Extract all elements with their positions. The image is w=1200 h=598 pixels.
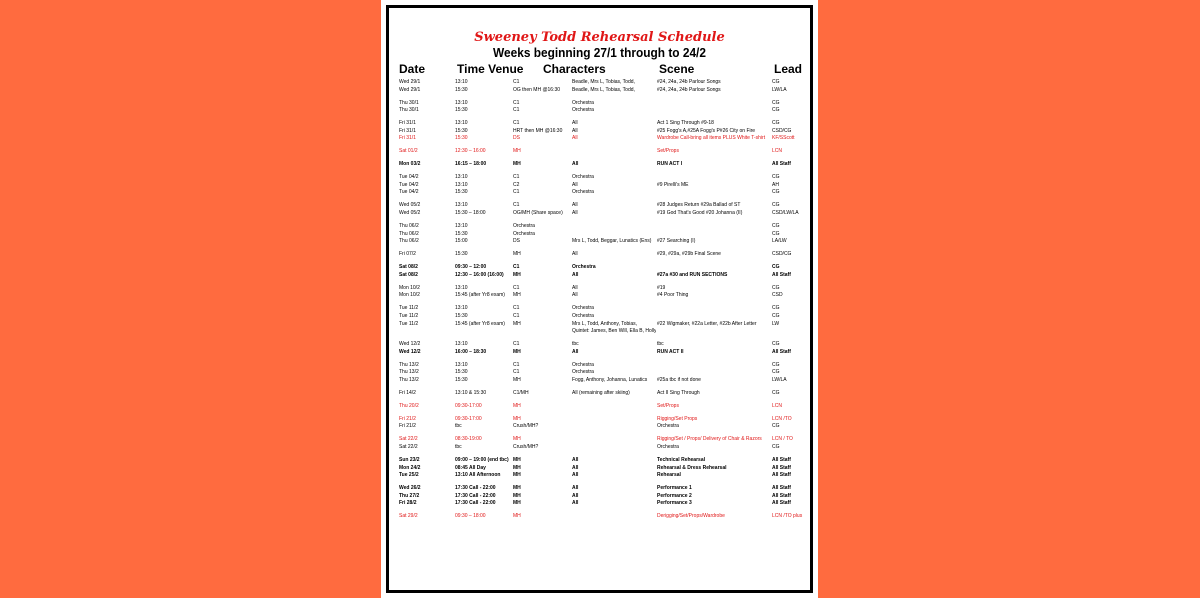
- cell-lead: CSD: [772, 292, 783, 299]
- cell-scene: #27 Searching (I): [657, 238, 696, 245]
- cell-lead: CG: [772, 264, 780, 271]
- cell-date: Wed 05/2: [399, 202, 421, 209]
- table-row: [389, 465, 810, 473]
- cell-venue: MH: [513, 271, 521, 278]
- table-row: [389, 189, 810, 197]
- cell-time: 08:45 All Day: [455, 464, 486, 471]
- cell-time: 13:10: [455, 305, 468, 312]
- cell-scene: #25 Fogg's A,#25A Fogg's P#26 City on Fire: [657, 127, 756, 134]
- cell-date: Tue 04/2: [399, 189, 419, 196]
- cell-date: Thu 06/2: [399, 230, 419, 237]
- cell-time: 09:30-17:00: [455, 402, 482, 409]
- cell-date: Mon 10/2: [399, 284, 420, 291]
- table-row: [389, 79, 810, 87]
- cell-venue: Crush/MH?: [513, 444, 539, 451]
- cell-scene: Act 1 Sing Through #9-18: [657, 120, 714, 127]
- cell-lead: LCN /TO: [772, 415, 792, 422]
- cell-venue: MH: [513, 292, 521, 299]
- cell-date: Thu 06/2: [399, 223, 419, 230]
- cell-time: 13:10: [455, 341, 468, 348]
- cell-scene: #24, 24a, 24b Parlour Songs: [657, 79, 721, 85]
- cell-time: tbc: [455, 444, 462, 451]
- table-row: [389, 403, 810, 411]
- cell-characters: All (remaining after skiing): [572, 389, 630, 396]
- cell-lead: All Staff: [772, 464, 791, 471]
- cell-venue: MH: [513, 457, 521, 463]
- cell-venue: C1: [513, 120, 520, 127]
- cell-date: Sat 22/2: [399, 436, 418, 443]
- cell-lead: All Staff: [772, 161, 791, 168]
- table-row: [389, 436, 810, 444]
- cell-scene: Rehearsal: [657, 472, 681, 479]
- cell-venue: C2: [513, 181, 520, 188]
- page-title: Sweeney Todd Rehearsal Schedule: [474, 30, 725, 45]
- cell-time: 09:00 – 19:00 (end tbc): [455, 457, 509, 463]
- cell-venue: C1: [513, 99, 520, 106]
- table-row: [389, 341, 810, 349]
- cell-scene: #29, #29a, #29b Final Scene: [657, 251, 721, 258]
- cell-lead: LCN: [772, 402, 783, 409]
- cell-time: 15:30 – 18:00: [455, 210, 486, 217]
- cell-characters: All: [572, 202, 578, 209]
- cell-lead: CG: [772, 312, 780, 319]
- cell-date: Thu 06/2: [399, 238, 419, 245]
- cell-lead: LCN /TO plus: [772, 513, 803, 520]
- cell-lead: CG: [772, 202, 780, 209]
- table-row: [389, 238, 810, 246]
- cell-venue: MH: [513, 148, 521, 155]
- cell-lead: LW/LA: [772, 376, 787, 383]
- cell-date: Tue 04/2: [399, 181, 419, 188]
- cell-characters: Orchestra: [572, 189, 594, 196]
- cell-lead: All Staff: [772, 485, 791, 492]
- cell-characters: All: [572, 135, 578, 142]
- cell-lead: LW/LA: [772, 86, 787, 93]
- table-row: [389, 472, 810, 480]
- cell-characters: Quintet: James, Ben Will, Ella B, Holly: [572, 328, 656, 335]
- cell-date: Fri 28/2: [399, 500, 417, 507]
- cell-characters: All: [572, 127, 578, 134]
- cell-date: Fri 14/2: [399, 389, 416, 396]
- cell-time: 13:10: [455, 361, 468, 368]
- cell-lead: All Staff: [772, 472, 791, 479]
- cell-date: Thu 13/2: [399, 376, 419, 383]
- cell-lead: CG: [772, 444, 780, 451]
- cell-characters: Orchestra: [572, 264, 596, 271]
- table-row: [389, 231, 810, 239]
- cell-time: 15:45 (after Yr8 exam): [455, 320, 505, 327]
- table-row: [389, 321, 810, 329]
- cell-time: 12:30 – 16:00 (16:00): [455, 271, 504, 278]
- cell-characters: Orchestra: [572, 361, 594, 368]
- cell-date: Wed 29/1: [399, 79, 421, 85]
- cell-time: 15:30: [455, 251, 468, 258]
- cell-lead: CSD/CG: [772, 251, 792, 258]
- cell-characters: All: [572, 292, 578, 299]
- cell-date: Sat 29/2: [399, 513, 418, 520]
- cell-lead: CG: [772, 223, 780, 230]
- cell-time: 15:30: [455, 312, 468, 319]
- cell-time: 15:30: [455, 135, 468, 142]
- cell-date: Sat 08/2: [399, 271, 418, 278]
- cell-scene: Rigging/Set / Props/ Delivery of Chair & Razors: [657, 436, 762, 443]
- cell-venue: C1/MH: [513, 389, 529, 396]
- cell-date: Thu 13/2: [399, 361, 419, 368]
- cell-date: Fri 31/1: [399, 135, 416, 142]
- cell-date: Mon 24/2: [399, 464, 421, 471]
- cell-lead: LA/LW: [772, 238, 787, 245]
- cell-time: 13:10: [455, 202, 468, 209]
- table-row: [389, 251, 810, 259]
- cell-lead: CG: [772, 79, 780, 85]
- cell-date: Thu 30/1: [399, 107, 419, 114]
- cell-venue: Orchestra: [513, 223, 535, 230]
- cell-date: Sat 08/2: [399, 264, 418, 271]
- cell-characters: All: [572, 472, 579, 479]
- cell-scene: Rehearsal & Dress Rehearsal: [657, 464, 727, 471]
- page-subtitle: Weeks beginning 27/1 through to 24/2: [493, 46, 706, 60]
- cell-lead: CG: [772, 107, 780, 114]
- cell-time: 15:30: [455, 369, 468, 376]
- cell-date: Wed 29/1: [399, 86, 421, 93]
- cell-lead: CG: [772, 341, 780, 348]
- cell-scene: #9 Pirelli's ME: [657, 181, 689, 188]
- cell-time: tbc: [455, 423, 462, 430]
- cell-venue: C1: [513, 79, 520, 85]
- cell-time: 09:30 – 12:00: [455, 264, 487, 271]
- table-row: [389, 500, 810, 508]
- cell-scene: Wardrobe Call-bring all items PLUS White T-shirt: [657, 135, 766, 142]
- cell-venue: C1: [513, 202, 520, 209]
- schedule-frame: [386, 5, 813, 593]
- cell-lead: All Staff: [772, 492, 791, 499]
- table-row: [389, 416, 810, 424]
- cell-time: 15:00: [455, 238, 468, 245]
- cell-lead: CG: [772, 369, 780, 376]
- cell-scene: #19 God That's Good #20 Johanna (II): [657, 210, 743, 217]
- header-time-venue: Time Venue: [457, 62, 524, 76]
- cell-time: 13:10: [455, 181, 468, 188]
- cell-time: 12:30 – 16:00: [455, 148, 486, 155]
- cell-scene: #27a #30 and RUN SECTIONS: [657, 271, 728, 278]
- cell-scene: Orchestra: [657, 423, 679, 430]
- cell-time: 17:30 Call - 22:00: [455, 485, 496, 492]
- cell-characters: All: [572, 457, 579, 463]
- table-row: [389, 305, 810, 313]
- cell-scene: #25a tbc if not done: [657, 376, 701, 383]
- cell-venue: Orchestra: [513, 230, 535, 237]
- cell-date: Fri 07/2: [399, 251, 416, 258]
- table-row: [389, 128, 810, 136]
- cell-date: Fri 31/1: [399, 127, 416, 134]
- table-row: [389, 444, 810, 452]
- cell-venue: MH: [513, 376, 521, 383]
- cell-venue: MH: [513, 436, 521, 443]
- cell-scene: Set/Props: [657, 402, 679, 409]
- table-row: [389, 513, 810, 521]
- cell-characters: Orchestra: [572, 312, 594, 319]
- table-row: [389, 369, 810, 377]
- cell-time: 15:30: [455, 376, 468, 383]
- cell-lead: KF/SScott: [772, 135, 795, 142]
- cell-characters: tbc: [572, 341, 579, 348]
- cell-venue: C1: [513, 189, 520, 196]
- cell-venue: HRT then MH @16:30: [513, 127, 563, 134]
- cell-lead: CG: [772, 99, 780, 106]
- cell-scene: Orchestra: [657, 444, 679, 451]
- cell-scene: #24, 24a, 24b Parlour Songs: [657, 86, 721, 93]
- cell-date: Thu 20/2: [399, 402, 419, 409]
- cell-date: Mon 10/2: [399, 292, 420, 299]
- cell-lead: LCN / TO: [772, 436, 793, 443]
- table-row: [389, 272, 810, 280]
- table-row: [389, 362, 810, 370]
- cell-scene: Technical Rehearsal: [657, 457, 705, 463]
- header-scene: Scene: [659, 62, 695, 76]
- header-lead: Lead: [774, 62, 803, 76]
- cell-time: 13:10: [455, 223, 468, 230]
- cell-lead: CG: [772, 230, 780, 237]
- cell-date: Fri 21/2: [399, 415, 416, 422]
- cell-time: 15:30: [455, 230, 468, 237]
- cell-date: Sat 22/2: [399, 444, 418, 451]
- cell-venue: C1: [513, 264, 520, 271]
- table-row: [389, 223, 810, 231]
- cell-venue: C1: [513, 174, 520, 181]
- cell-time: 15:30: [455, 127, 468, 134]
- cell-lead: CG: [772, 361, 780, 368]
- cell-venue: C1: [513, 305, 520, 312]
- cell-time: 15:30: [455, 86, 468, 93]
- cell-venue: MH: [513, 500, 521, 507]
- cell-characters: Mrs L, Todd, Anthony, Tobias,: [572, 320, 638, 327]
- cell-characters: All: [572, 464, 579, 471]
- cell-scene: Performance 3: [657, 500, 692, 507]
- table-row: [389, 202, 810, 210]
- cell-time: 13:10: [455, 79, 468, 85]
- cell-time: 13:10: [455, 99, 468, 106]
- cell-venue: MH: [513, 402, 521, 409]
- cell-date: Wed 26/2: [399, 485, 421, 492]
- table-row: [389, 390, 810, 398]
- cell-date: Thu 13/2: [399, 369, 419, 376]
- cell-lead: All Staff: [772, 271, 791, 278]
- cell-time: 17:30 Call - 22:00: [455, 492, 496, 499]
- cell-lead: LCN: [772, 148, 783, 155]
- table-header: [389, 62, 810, 78]
- cell-characters: All: [572, 348, 579, 355]
- cell-scene: Act II Sing Through: [657, 389, 700, 396]
- cell-characters: All: [572, 120, 578, 127]
- cell-scene: #22 Wigmaker, #22a Letter, #22b After Letter: [657, 320, 757, 327]
- cell-time: 15:45 (after Yr8 exam): [455, 292, 505, 299]
- table-row: [389, 120, 810, 128]
- cell-lead: All Staff: [772, 348, 791, 355]
- cell-characters: Orchestra: [572, 174, 594, 181]
- cell-scene: #19: [657, 284, 666, 291]
- table-row: [389, 210, 810, 218]
- cell-date: Sat 01/2: [399, 148, 418, 155]
- cell-date: Sun 23/2: [399, 457, 420, 463]
- cell-venue: MH: [513, 415, 521, 422]
- cell-time: 09:30 – 18:00: [455, 513, 486, 520]
- cell-date: Tue 11/2: [399, 305, 419, 312]
- cell-lead: CG: [772, 120, 780, 127]
- cell-venue: C1: [513, 312, 520, 319]
- cell-date: Tue 11/2: [399, 320, 419, 327]
- cell-lead: CG: [772, 284, 780, 291]
- cell-date: Fri 31/1: [399, 120, 416, 127]
- cell-time: 13:10 & 15:30: [455, 389, 487, 396]
- cell-venue: MH: [513, 485, 521, 492]
- cell-time: 15:30: [455, 107, 468, 114]
- table-row: [389, 148, 810, 156]
- cell-characters: Orchestra: [572, 305, 594, 312]
- cell-time: 17:30 Call - 22:00: [455, 500, 496, 507]
- cell-characters: All: [572, 210, 578, 217]
- cell-lead: CG: [772, 174, 780, 181]
- cell-lead: AH: [772, 181, 779, 188]
- cell-time: 13:10: [455, 174, 468, 181]
- table-row: [389, 423, 810, 431]
- cell-characters: Beadle, Mrs L, Tobias, Todd,: [572, 79, 635, 85]
- cell-characters: All: [572, 271, 579, 278]
- cell-venue: MH: [513, 161, 521, 168]
- cell-lead: CG: [772, 305, 780, 312]
- cell-scene: Performance 2: [657, 492, 692, 499]
- cell-date: Wed 05/2: [399, 210, 421, 217]
- cell-lead: CG: [772, 423, 780, 430]
- cell-characters: Beadle, Mrs L, Tobias, Todd,: [572, 86, 635, 93]
- cell-venue: MH: [513, 513, 521, 520]
- cell-venue: MH: [513, 492, 521, 499]
- cell-scene: #28 Judges Return #29a Ballad of ST: [657, 202, 741, 209]
- cell-characters: All: [572, 485, 579, 492]
- cell-venue: Crush/MH?: [513, 423, 539, 430]
- cell-venue: C1: [513, 284, 520, 291]
- cell-scene: tbc: [657, 341, 664, 348]
- cell-characters: All: [572, 492, 579, 499]
- cell-date: Tue 25/2: [399, 472, 419, 479]
- cell-time: 13:10: [455, 120, 468, 127]
- cell-venue: DS: [513, 135, 520, 142]
- cell-scene: RUN ACT I: [657, 161, 683, 168]
- table-row: [389, 493, 810, 501]
- table-row: [389, 87, 810, 95]
- table-row: [389, 174, 810, 182]
- cell-venue: OG/MH (Share space): [513, 210, 563, 217]
- cell-time: 08:30-19:00: [455, 436, 482, 443]
- cell-venue: MH: [513, 464, 521, 471]
- cell-characters: Fogg, Anthony, Johanna, Lunatics: [572, 376, 648, 383]
- cell-date: Tue 04/2: [399, 174, 419, 181]
- cell-date: Thu 27/2: [399, 492, 420, 499]
- table-row: [389, 328, 810, 336]
- cell-venue: MH: [513, 251, 521, 258]
- table-row: [389, 292, 810, 300]
- cell-venue: MH: [513, 472, 521, 479]
- cell-lead: All Staff: [772, 500, 791, 507]
- cell-scene: Rigging/Set Props: [657, 415, 698, 422]
- cell-characters: Orchestra: [572, 369, 594, 376]
- cell-characters: All: [572, 500, 579, 507]
- cell-venue: OG then MH @16:30: [513, 86, 561, 93]
- table-row: [389, 377, 810, 385]
- cell-venue: C1: [513, 369, 520, 376]
- cell-lead: CG: [772, 389, 780, 396]
- cell-scene: RUN ACT II: [657, 348, 684, 355]
- schedule-rows: [389, 79, 810, 521]
- cell-lead: LW: [772, 320, 780, 327]
- table-row: [389, 349, 810, 357]
- cell-characters: All: [572, 181, 578, 188]
- table-row: [389, 485, 810, 493]
- cell-venue: MH: [513, 320, 521, 327]
- cell-time: 09:30-17:00: [455, 415, 482, 422]
- cell-date: Wed 12/2: [399, 348, 421, 355]
- cell-venue: C1: [513, 107, 520, 114]
- table-row: [389, 135, 810, 143]
- schedule-sheet: [381, 0, 818, 598]
- cell-date: Thu 30/1: [399, 99, 419, 106]
- cell-time: 15:30: [455, 189, 468, 196]
- cell-venue: DS: [513, 238, 520, 245]
- header-characters: Characters: [543, 62, 606, 76]
- cell-venue: C1: [513, 361, 520, 368]
- cell-characters: All: [572, 161, 579, 168]
- cell-lead: CSD/CG: [772, 127, 792, 134]
- cell-lead: CSD/LW/LA: [772, 210, 799, 217]
- cell-time: 16:15 – 18:00: [455, 161, 487, 168]
- table-row: [389, 313, 810, 321]
- cell-date: Mon 03/2: [399, 161, 421, 168]
- cell-scene: Set/Props: [657, 148, 679, 155]
- cell-scene: Derigging/Set/Props/Wardrobe: [657, 513, 725, 520]
- cell-time: 16:00 – 18:30: [455, 348, 487, 355]
- cell-date: Wed 12/2: [399, 341, 421, 348]
- header-date: Date: [399, 62, 426, 76]
- cell-scene: #4 Poor Thing: [657, 292, 689, 299]
- cell-date: Tue 11/2: [399, 312, 419, 319]
- table-row: [389, 457, 810, 465]
- cell-lead: All Staff: [772, 457, 791, 463]
- cell-characters: All: [572, 251, 578, 258]
- cell-characters: Orchestra: [572, 99, 594, 106]
- table-row: [389, 182, 810, 190]
- table-row: [389, 161, 810, 169]
- table-row: [389, 107, 810, 115]
- cell-venue: MH: [513, 348, 521, 355]
- table-row: [389, 285, 810, 293]
- cell-characters: Orchestra: [572, 107, 594, 114]
- cell-scene: Performance 1: [657, 485, 692, 492]
- table-row: [389, 264, 810, 272]
- cell-time: 13:10 All Afternoon: [455, 472, 501, 479]
- cell-venue: C1: [513, 341, 520, 348]
- cell-lead: CG: [772, 189, 780, 196]
- table-row: [389, 100, 810, 108]
- cell-characters: Mrs L, Todd, Beggar, Lunatics (Ens): [572, 238, 652, 245]
- cell-time: 13:10: [455, 284, 468, 291]
- cell-date: Fri 21/2: [399, 423, 416, 430]
- cell-characters: All: [572, 284, 578, 291]
